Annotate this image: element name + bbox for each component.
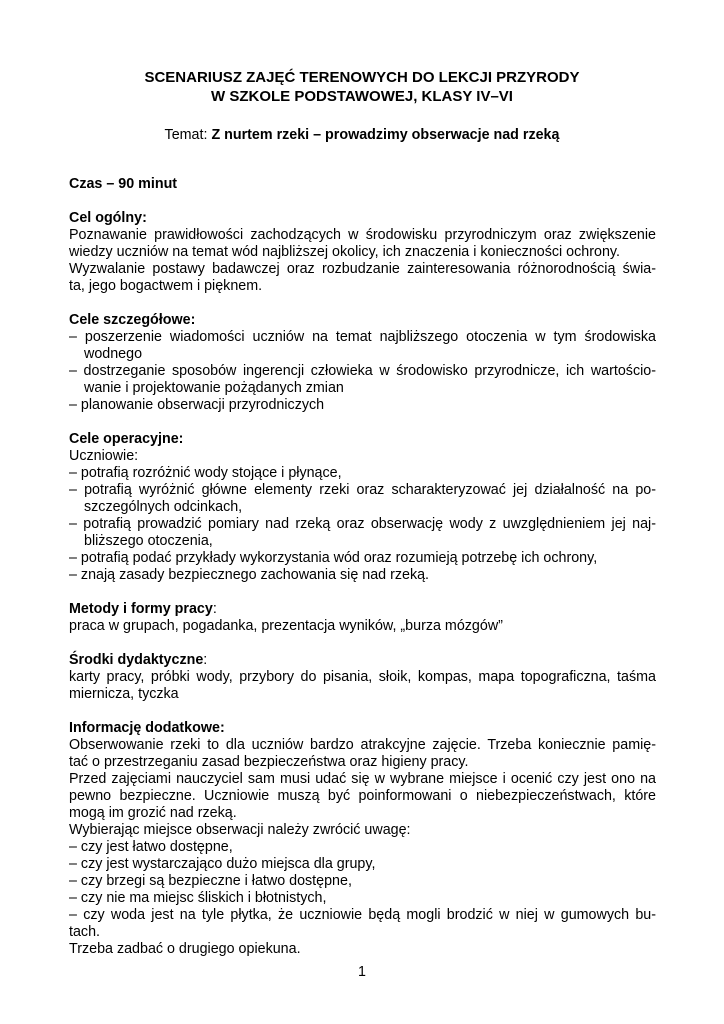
list-item: – znają zasady bezpiecznego zachowania się nad rzeką.: [69, 567, 430, 583]
list-item: – czy brzegi są bezpieczne i łatwo dostępne,: [69, 873, 352, 889]
paragraph-line: Wybierając miejsce obserwacji należy zwrócić uwagę:: [69, 822, 411, 838]
list-item-continuation: tach.: [69, 924, 100, 940]
document-body: [69, 176, 656, 975]
paragraph-line: ta, jego bogactwem i pięknem.: [69, 278, 263, 294]
extra-heading: Informację dodatkowe:: [69, 720, 225, 736]
list-item: – czy nie ma miejsc śliskich i błotnistych,: [69, 890, 327, 906]
section-extra-info: [69, 720, 656, 958]
methods-heading-colon: :: [212, 601, 217, 617]
list-item: – czy jest łatwo dostępne,: [69, 839, 233, 855]
document-title-line2: W SZKOLE PODSTAWOWEJ, KLASY IV–VI: [211, 88, 513, 105]
topic: [0, 127, 724, 144]
resources-heading: [69, 652, 656, 669]
list-item-continuation: wodnego: [84, 346, 143, 362]
topic-label: Temat:: [164, 127, 212, 143]
paragraph-line: praca w grupach, pogadanka, prezentacja wyników, „burza mózgów”: [69, 618, 503, 634]
goals-specific-heading: Cele szczegółowe:: [69, 312, 196, 328]
section-time: [69, 176, 656, 193]
resources-heading-colon: :: [203, 652, 208, 668]
paragraph-line: tać o przestrzeganiu zasad bezpieczeństwa oraz higieny pracy.: [69, 754, 469, 770]
paragraph-line: Obserwowanie rzeki to dla uczniów bardzo atrakcyjne zajęcie. Trzeba koniecznie pamię-: [69, 737, 656, 753]
paragraph-line: miernicza, tyczka: [69, 686, 179, 702]
list-item-continuation: wanie i projektowanie pożądanych zmian: [84, 380, 344, 396]
section-methods: [69, 601, 656, 635]
section-goals-specific: [69, 312, 656, 414]
goals-operational-heading: Cele operacyjne:: [69, 431, 184, 447]
list-item: – planowanie obserwacji przyrodniczych: [69, 397, 325, 413]
paragraph-line: karty pracy, próbki wody, przybory do pisania, słoik, kompas, mapa topograficzna, taśma: [69, 669, 656, 685]
list-item: – potrafią podać przykłady wykorzystania wód oraz rozumieją potrzebę ich ochrony,: [69, 550, 598, 566]
paragraph-line: Poznawanie prawidłowości zachodzących w środowisku przyrodniczym oraz zwiększenie: [69, 227, 656, 243]
time-heading: Czas – 90 minut: [69, 176, 178, 192]
section-goals-operational: [69, 431, 656, 584]
paragraph-line: wiedzy uczniów na temat wód najbliższej okolicy, ich znaczenia i konieczności ochrony.: [69, 244, 620, 260]
paragraph-line: mogą im grozić nad rzeką.: [69, 805, 237, 821]
list-item: – czy woda jest na tyle płytka, że uczniowie będą mogli brodzić w niej w gumowych bu-: [69, 907, 656, 923]
paragraph-line: Uczniowie:: [69, 448, 139, 464]
methods-heading: [69, 601, 656, 618]
goal-general-heading: Cel ogólny:: [69, 210, 147, 226]
paragraph-line: Przed zajęciami nauczyciel sam musi udać się w wybrane miejsce i ocenić czy jest ono na: [69, 771, 656, 787]
list-item: – czy jest wystarczająco dużo miejsca dla grupy,: [69, 856, 376, 872]
topic-value: Z nurtem rzeki – prowadzimy obserwacje nad rzeką: [211, 127, 560, 143]
paragraph-line: pewno bezpieczne. Uczniowie muszą być poinformowani o niebezpieczeństwach, które: [69, 788, 656, 804]
list-item: – potrafią prowadzić pomiary nad rzeką oraz obserwację wody z uwzględnieniem jej naj-: [69, 516, 656, 532]
document-title-line1: SCENARIUSZ ZAJĘĆ TERENOWYCH DO LEKCJI PRZYRODY: [144, 69, 580, 86]
list-item: – poszerzenie wiadomości uczniów na temat najbliższego otoczenia w tym środowiska: [69, 329, 656, 345]
paragraph-line: Wyzwalanie postawy badawczej oraz rozbudzanie zainteresowania różnorodnością świa-: [69, 261, 656, 277]
list-item-continuation: bliższego otoczenia,: [84, 533, 213, 549]
list-item: – potrafią rozróżnić wody stojące i płynące,: [69, 465, 342, 481]
section-resources: [69, 652, 656, 703]
page-number: 1: [358, 964, 366, 980]
paragraph-line: Trzeba zadbać o drugiego opiekuna.: [69, 941, 301, 957]
list-item: – potrafią wyróżnić główne elementy rzeki oraz scharakteryzować jej działalność na po-: [69, 482, 656, 498]
list-item: – dostrzeganie sposobów ingerencji człowieka w środowisko przyrodnicze, ich wartościo-: [69, 363, 656, 379]
list-item-continuation: szczególnych odcinkach,: [84, 499, 243, 515]
methods-heading-text: Metody i formy pracy: [69, 601, 213, 617]
resources-heading-text: Środki dydaktyczne: [69, 652, 204, 668]
section-goal-general: [69, 210, 656, 295]
